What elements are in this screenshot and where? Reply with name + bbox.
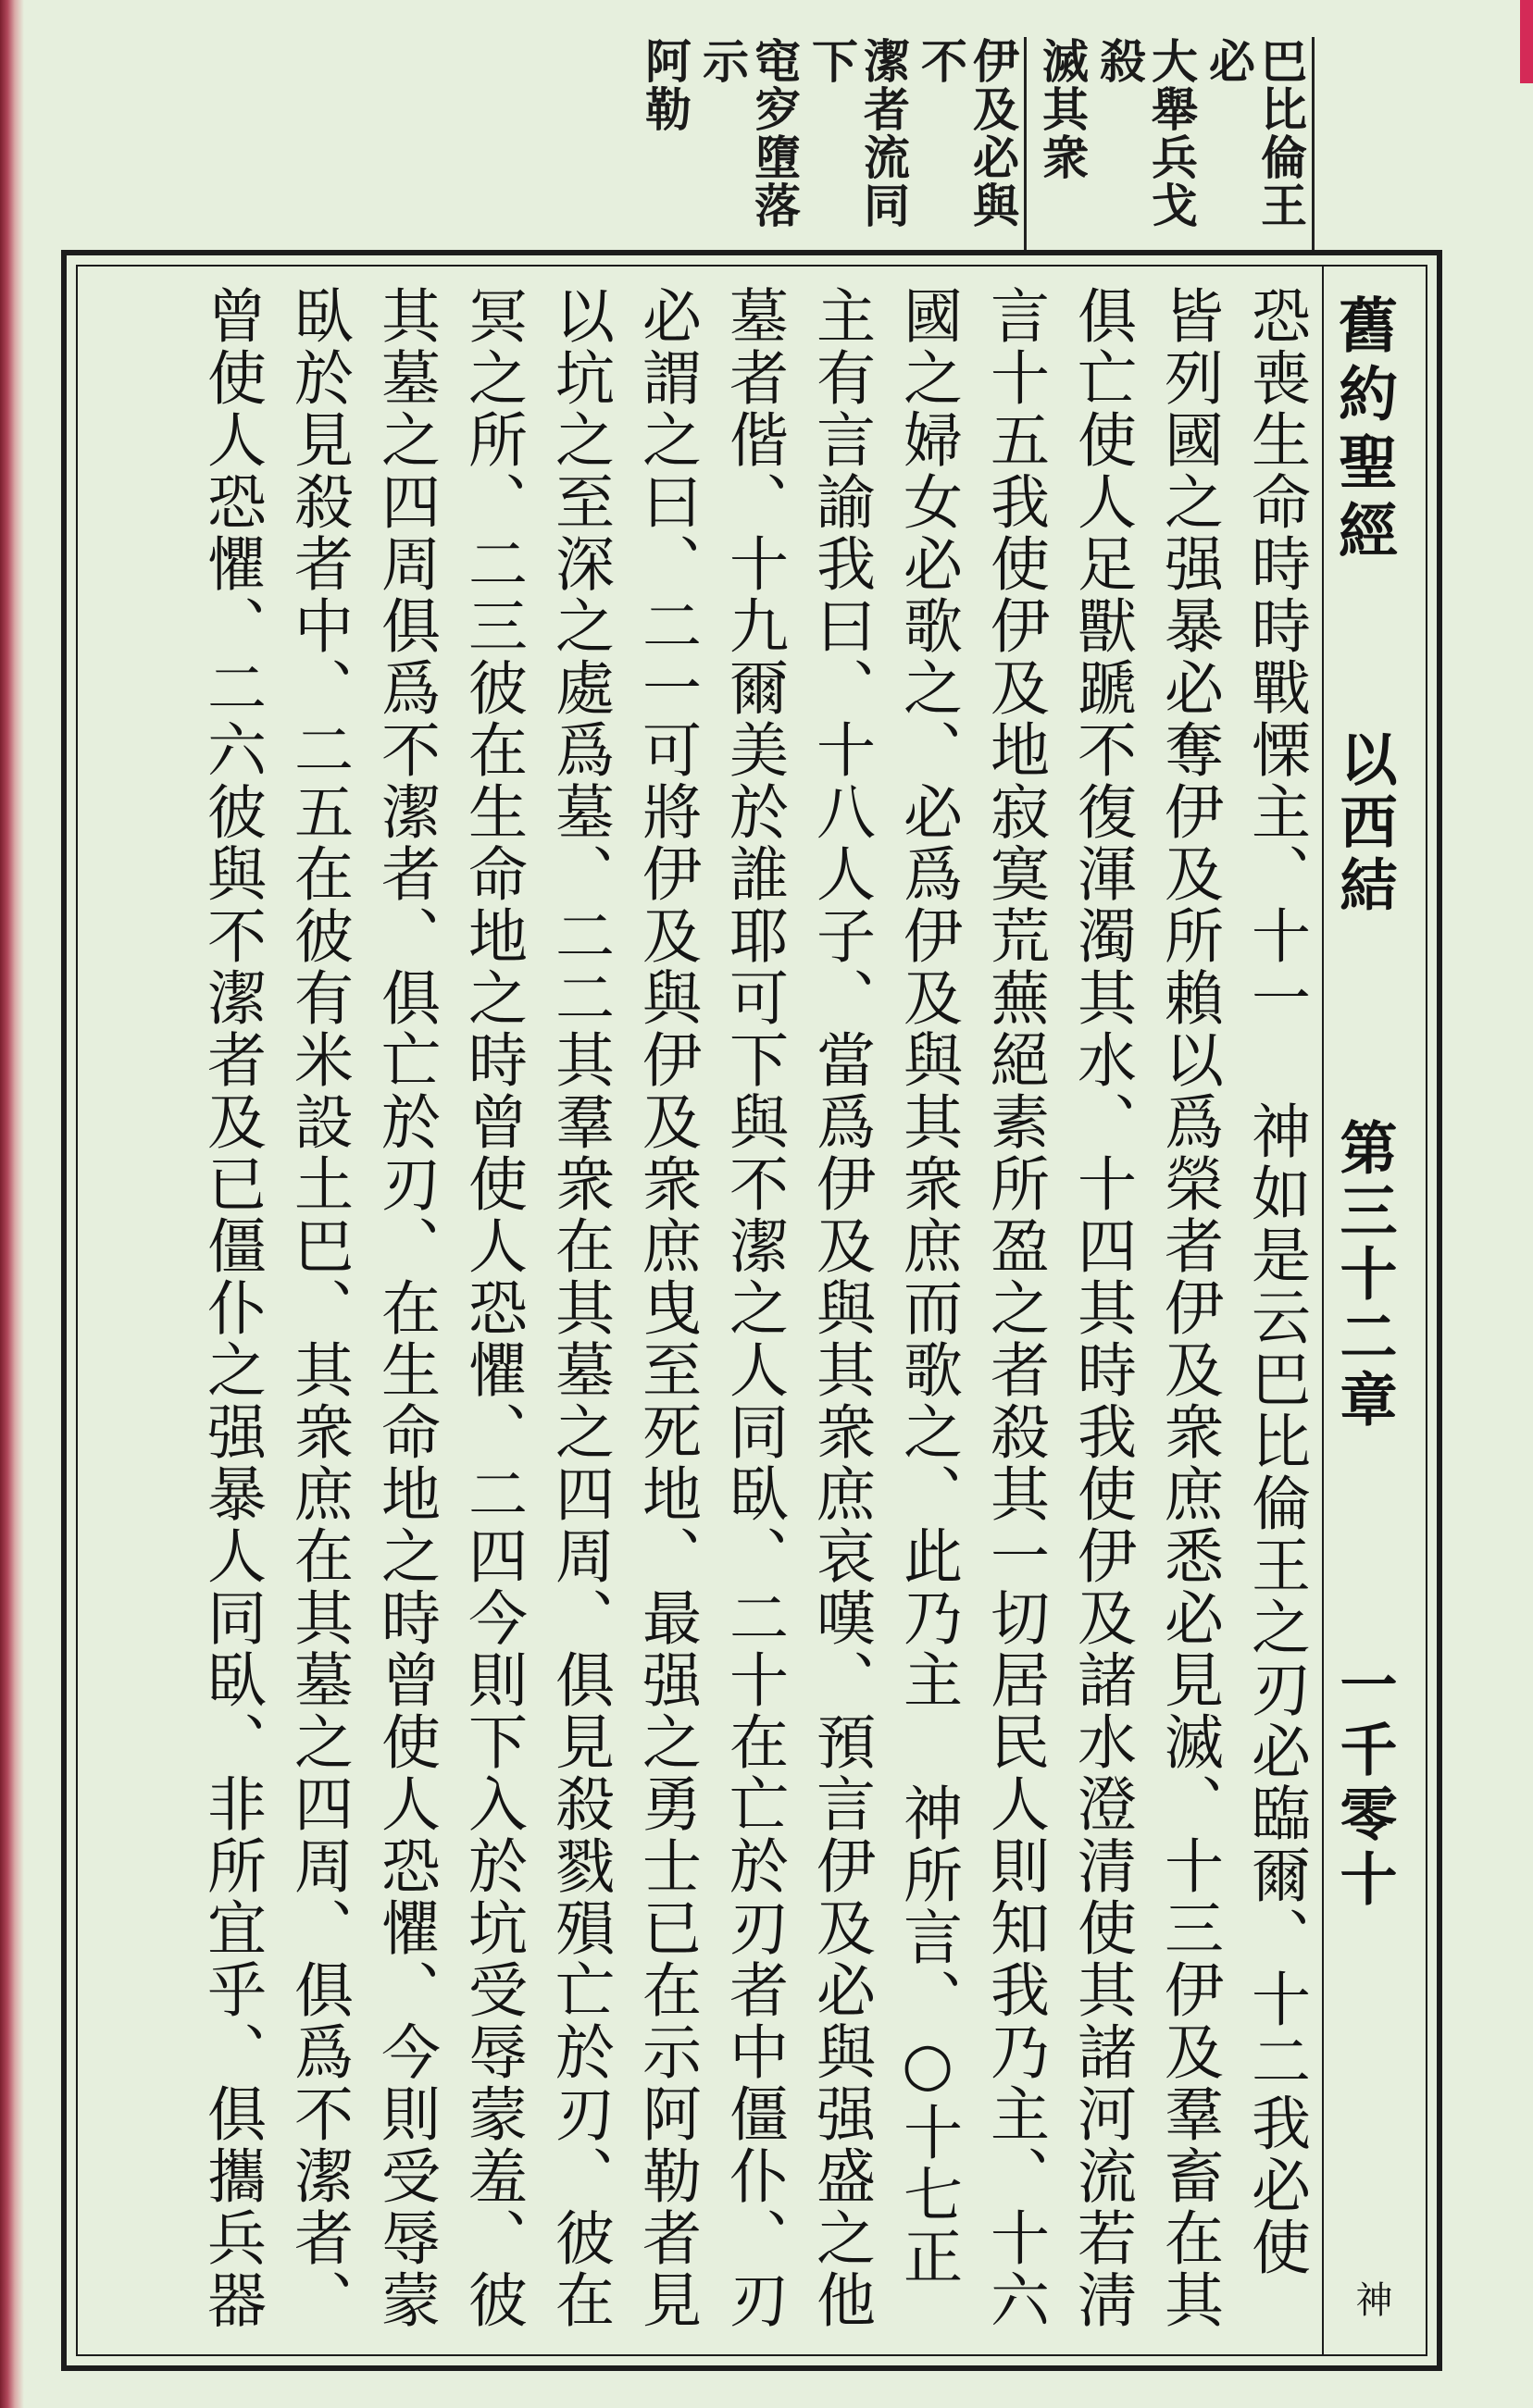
- text-column: 墓者偕、十九爾美於誰耶可下與不潔之人同臥、二十在亡於刃者中僵仆、刃: [719, 285, 788, 2331]
- page-frame: [61, 250, 1442, 2371]
- note-line: 阿勒: [638, 37, 692, 133]
- running-header: [1322, 267, 1426, 2354]
- text-column: 曾使人恐懼、二六彼與不潔者及已僵仆之强暴人同臥、非所宜乎、俱攜兵器: [197, 285, 266, 2331]
- marginal-note-2: [639, 37, 1027, 250]
- note-line: 窀穸墮落示: [695, 37, 802, 230]
- note-line: 伊及必與不: [914, 37, 1020, 230]
- book-title: 舊約聖經: [1328, 294, 1398, 568]
- text-column: 主有言諭我曰、十八人子、當爲伊及與其衆庶哀嘆、預言伊及必與强盛之他: [806, 285, 875, 2331]
- note-line: 大舉兵戈殺: [1092, 37, 1199, 230]
- chapter-label: 第三十二章: [1330, 1118, 1398, 1433]
- page-edge-mark: [1520, 0, 1533, 83]
- catchword: 神: [1350, 2280, 1392, 2317]
- text-column: 國之婦女必歌之、必爲伊及與其衆庶而歌之、此乃主 神所言、○十七正: [893, 285, 962, 2288]
- note-line: 潔者流同下: [804, 37, 911, 230]
- text-column: 以坑之至深之處爲墓、二二其羣衆在其墓之四周、俱見殺戮殞亡於刃、彼在: [545, 285, 614, 2331]
- marginal-note-1: [1036, 37, 1315, 250]
- book-name: 以西結: [1330, 729, 1398, 918]
- text-column: 必謂之曰、二一可將伊及與伊及衆庶曳至死地、最强之勇士已在示阿勒者見: [632, 285, 701, 2331]
- note-line: 巴比倫王必: [1202, 37, 1308, 230]
- text-column: 臥於見殺者中、二五在彼有米設土巴、其衆庶在其墓之四周、俱爲不潔者、: [284, 285, 353, 2331]
- text-column: 其墓之四周俱爲不潔者、俱亡於刃、在生命地之時曾使人恐懼、今則受辱蒙: [371, 285, 440, 2331]
- scripture-body: [83, 285, 1315, 2340]
- marginal-notes: [638, 37, 1315, 250]
- text-column: 冥之所、二三彼在生命地之時曾使人恐懼、二四今則下入於坑受辱蒙羞、彼: [458, 285, 527, 2331]
- text-column: 皆列國之强暴必奪伊及所賴以爲榮者伊及衆庶悉必見滅、十三伊及羣畜在其: [1154, 285, 1223, 2331]
- text-column: 俱亡使人足獸蹏不復渾濁其水、十四其時我使伊及諸水澄清使其諸河流若淸: [1067, 285, 1136, 2331]
- page-frame-inner: [76, 265, 1427, 2356]
- text-column: 恐喪生命時時戰慄主、十一 神如是云巴比倫王之刃必臨爾、十二我必使: [1241, 285, 1310, 2278]
- text-column: 言十五我使伊及地寂寞荒蕪絕素所盈之者殺其一切居民人則知我乃主、十六: [980, 285, 1049, 2331]
- page-number: 一千零十: [1330, 1655, 1398, 1914]
- note-line: 滅其衆: [1035, 37, 1090, 181]
- book-spine-edge: [0, 0, 24, 2408]
